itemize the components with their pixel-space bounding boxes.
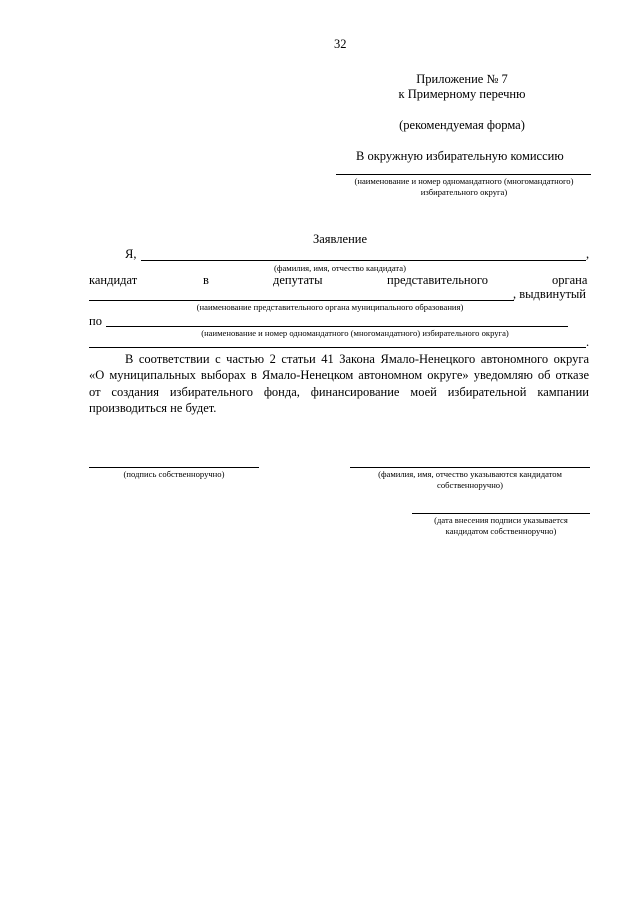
form-note: (рекомендуемая форма) <box>399 118 525 132</box>
nominated-label: , выдвинутый <box>513 287 586 301</box>
statement-title: Заявление <box>313 232 368 246</box>
district-hint: (наименование и номер одномандатного (многомандатного) избирательного округа) <box>201 328 509 338</box>
date-hint-2: кандидатом собственноручно) <box>445 526 557 536</box>
body-name-line <box>89 300 514 301</box>
fio-hint: (фамилия, имя, отчество кандидата) <box>274 263 406 273</box>
paragraph-line-3: от создания избирательного фонда, финансирование моей избирательной кампании <box>89 385 589 399</box>
to-list-label: к Примерному перечню <box>398 87 526 101</box>
fio-line <box>141 260 586 261</box>
addressee-line <box>336 174 591 175</box>
body-hint: (наименование представительного органа муниципального образования) <box>196 302 464 312</box>
paragraph-line-4: производиться не будет. <box>89 401 217 415</box>
district-line <box>106 326 568 327</box>
addressee-hint-1: (наименование и номер одномандатного (многомандатного) <box>354 176 574 186</box>
signature-line <box>89 467 259 468</box>
date-hint-1: (дата внесения подписи указывается <box>434 515 568 525</box>
appendix-label: Приложение № 7 <box>416 72 508 86</box>
period-mark: . <box>586 335 590 349</box>
continuation-line <box>89 347 586 348</box>
i-label: Я, <box>125 247 137 261</box>
fio-comma: , <box>586 247 590 261</box>
signature-hint: (подпись собственноручно) <box>123 469 225 479</box>
word-in: в <box>203 273 209 287</box>
po-label: по <box>89 314 102 328</box>
paragraph-line-2: «О муниципальных выборах в Ямало-Ненецком автономном округе» уведомляю об отказе <box>89 368 589 382</box>
word-deputies: депутаты <box>273 273 323 287</box>
addressee: В окружную избирательную комиссию <box>356 149 564 163</box>
paragraph-line-1: В соответствии с частью 2 статьи 41 Закона Ямало-Ненецкого автономного округа <box>125 352 589 366</box>
addressee-hint-2: избирательного округа) <box>420 187 508 197</box>
word-body: органа <box>552 273 588 287</box>
word-representative: представительного <box>387 273 488 287</box>
name-hint-2: собственноручно) <box>437 480 503 490</box>
word-candidate: кандидат <box>89 273 138 287</box>
name-hint-1: (фамилия, имя, отчество указываются кандидатом <box>378 469 562 479</box>
name-line <box>350 467 590 468</box>
page-number: 32 <box>334 37 347 51</box>
date-line <box>412 513 590 514</box>
